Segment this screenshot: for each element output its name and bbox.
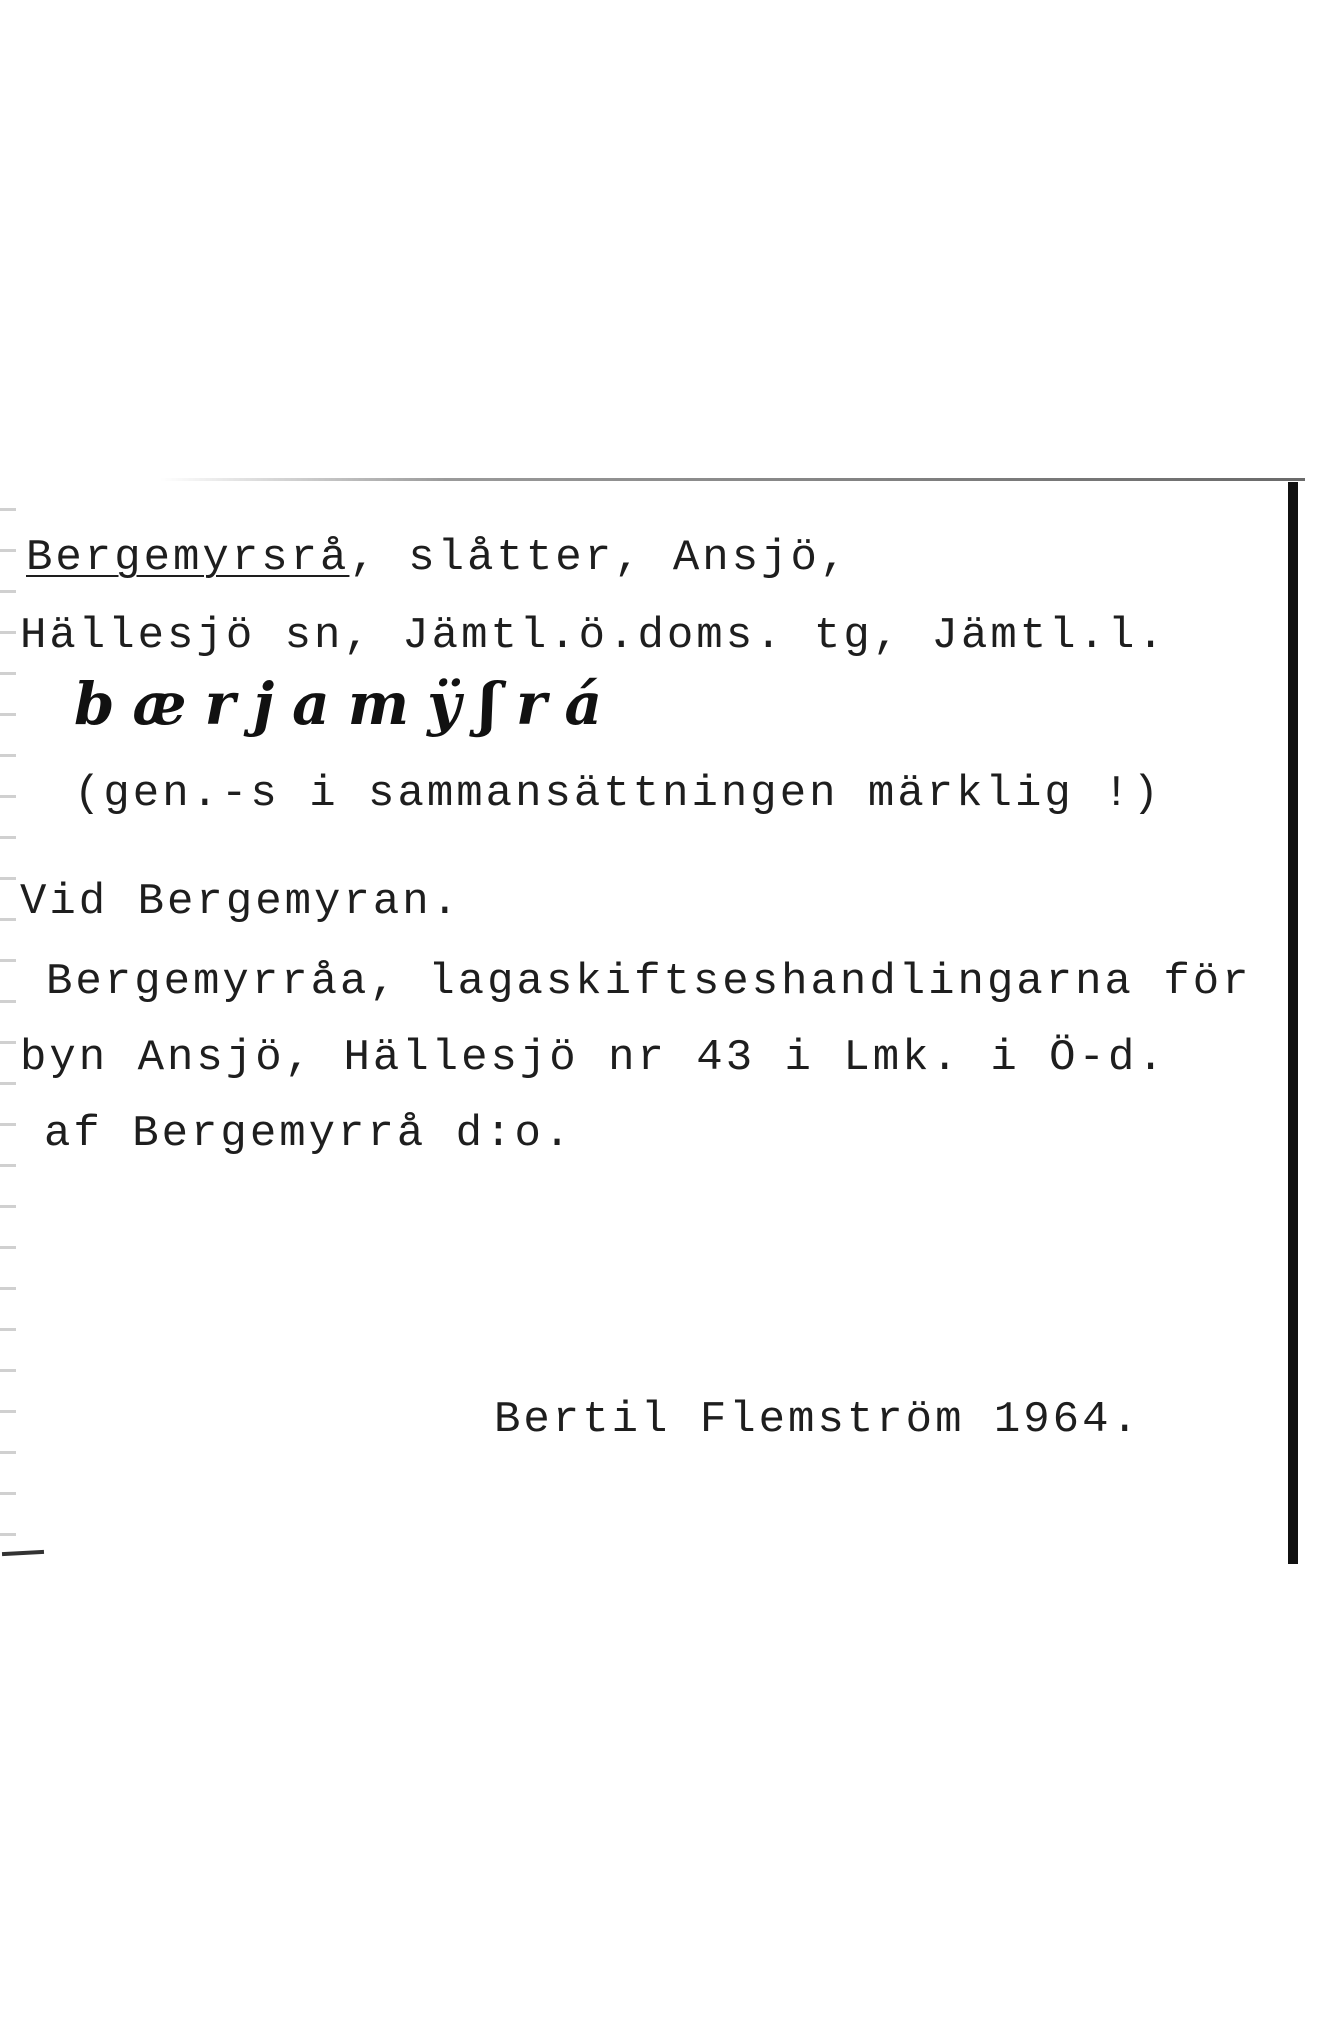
stray-ink-mark <box>2 1550 44 1556</box>
entry-line-3: (gen.-s i sammansättningen märklig !) <box>74 769 1162 819</box>
entry-line-2: Hällesjö sn, Jämtl.ö.doms. tg, Jämtl.l. <box>20 611 1167 661</box>
handwritten-phonetic: bærjamÿʃrá <box>74 670 621 738</box>
entry-line-4: Vid Bergemyran. <box>20 877 462 927</box>
entry-line-5: Bergemyrråa, lagaskiftseshandlingarna för <box>46 957 1252 1007</box>
scan-margin-specks <box>0 470 16 1560</box>
card-top-edge <box>160 478 1305 481</box>
entry-line-7: af Bergemyrrå d:o. <box>44 1109 574 1159</box>
entry-line-1 <box>26 532 849 584</box>
entry-line-6: byn Ansjö, Hällesjö nr 43 i Lmk. i Ö-d. <box>20 1033 1167 1083</box>
signature: Bertil Flemström 1964. <box>494 1395 1141 1445</box>
headword: Bergemyrsrå <box>26 533 350 583</box>
entry-line-1-rest: , slåtter, Ansjö, <box>349 533 850 583</box>
card-right-edge <box>1288 482 1298 1564</box>
